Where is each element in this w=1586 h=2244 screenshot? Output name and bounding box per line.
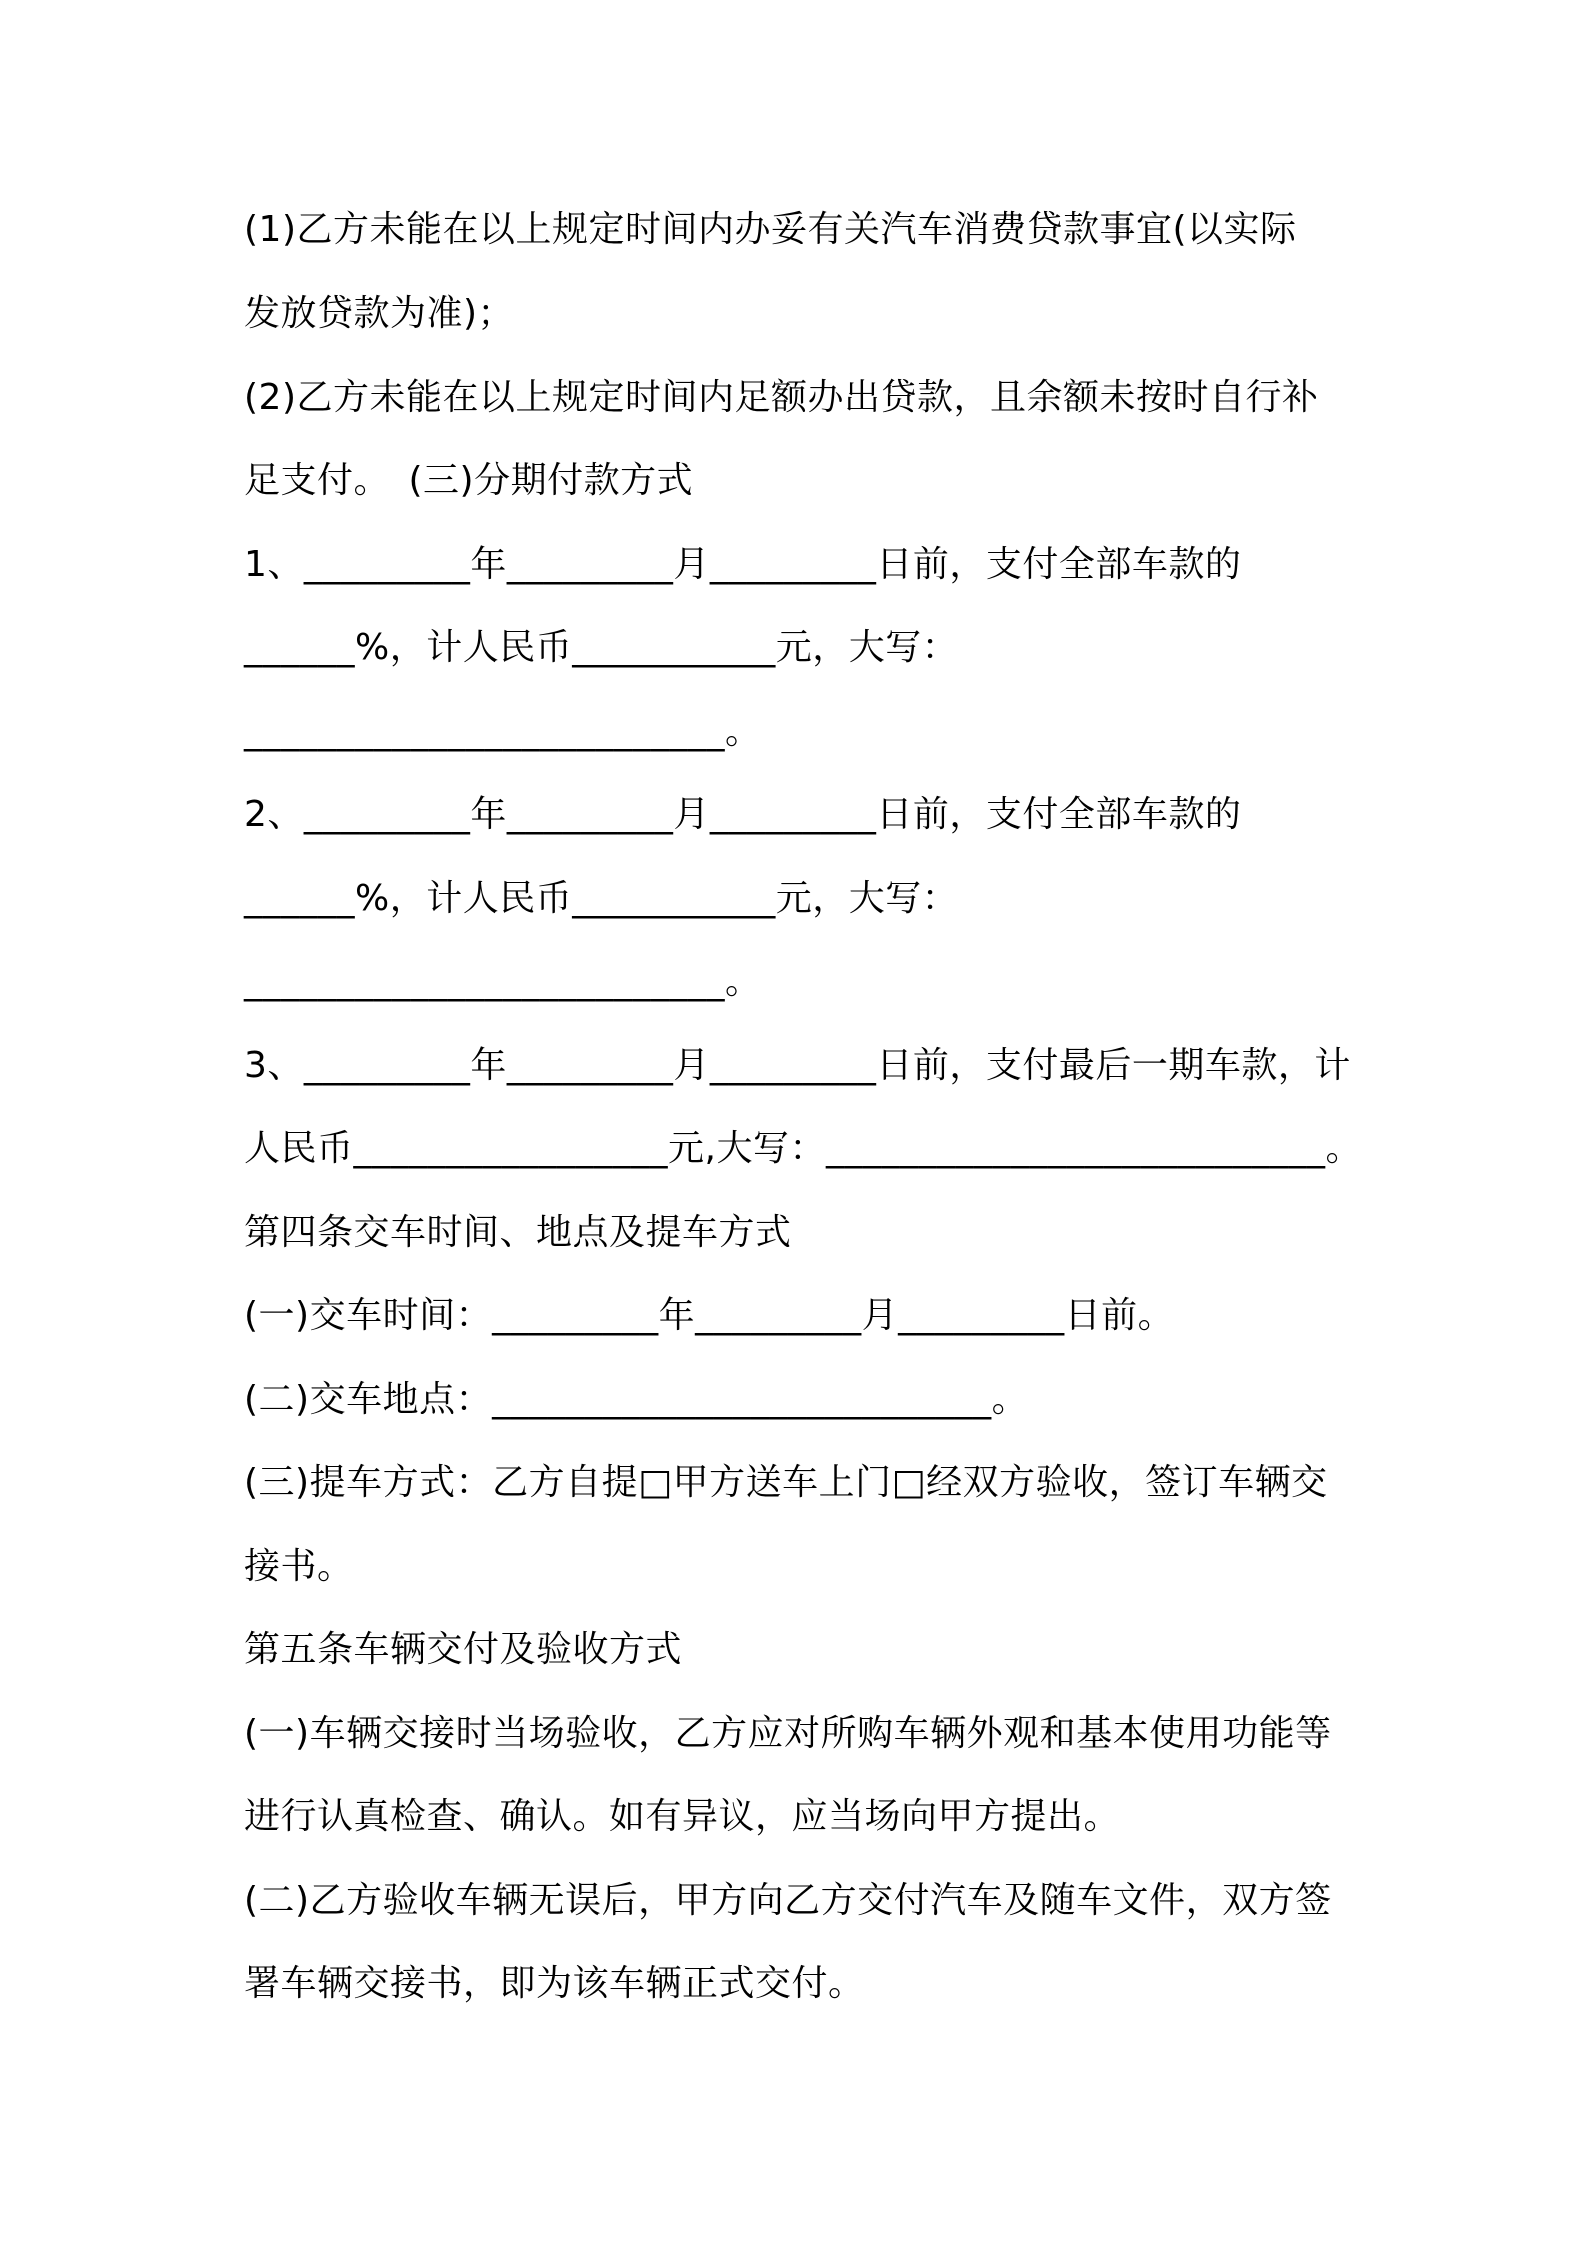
paragraph-line: (一)车辆交接时当场验收，乙方应对所购车辆外观和基本使用功能等: [244, 1713, 1332, 1754]
paragraph-line: 人民币_________________元,大写：___________________________。: [244, 1128, 1362, 1169]
paragraph-line: 2、_________年_________月_________日前，支付全部车款的: [244, 794, 1242, 835]
paragraph-line: (二)乙方验收车辆无误后，甲方向乙方交付汽车及随车文件，双方签: [244, 1880, 1332, 1921]
paragraph-line: ______%，计人民币___________元，大写：: [244, 878, 959, 919]
paragraph-line: 接书。: [244, 1546, 354, 1587]
paragraph-line: (二)交车地点：___________________________。: [244, 1379, 1029, 1420]
paragraph-line: 署车辆交接书，即为该车辆正式交付。: [244, 1963, 865, 2004]
paragraph-line: 1、_________年_________月_________日前，支付全部车款的: [244, 544, 1242, 585]
paragraph-line: (1)乙方未能在以上规定时间内办妥有关汽车消费贷款事宜(以实际: [244, 209, 1297, 250]
paragraph-line: 3、_________年_________月_________日前，支付最后一期车款，计: [244, 1045, 1351, 1086]
paragraph-line: (2)乙方未能在以上规定时间内足额办出贷款，且余额未按时自行补: [244, 377, 1319, 418]
section-heading: 第四条交车时间、地点及提车方式: [244, 1212, 792, 1253]
paragraph-line: (一)交车时间：_________年_________月_________日前。: [244, 1295, 1175, 1336]
section-heading: 第五条车辆交付及验收方式: [244, 1629, 683, 1670]
paragraph-line: 发放贷款为准)；: [244, 293, 515, 334]
paragraph-line: __________________________。: [244, 711, 762, 752]
paragraph-line: (三)提车方式：乙方自提□甲方送车上门□经双方验收，签订车辆交: [244, 1462, 1328, 1503]
paragraph-line: __________________________。: [244, 961, 762, 1002]
paragraph-line: 足支付。 (三)分期付款方式: [244, 460, 694, 501]
paragraph-line: ______%，计人民币___________元，大写：: [244, 627, 959, 668]
paragraph-line: 进行认真检查、确认。如有异议，应当场向甲方提出。: [244, 1796, 1121, 1837]
